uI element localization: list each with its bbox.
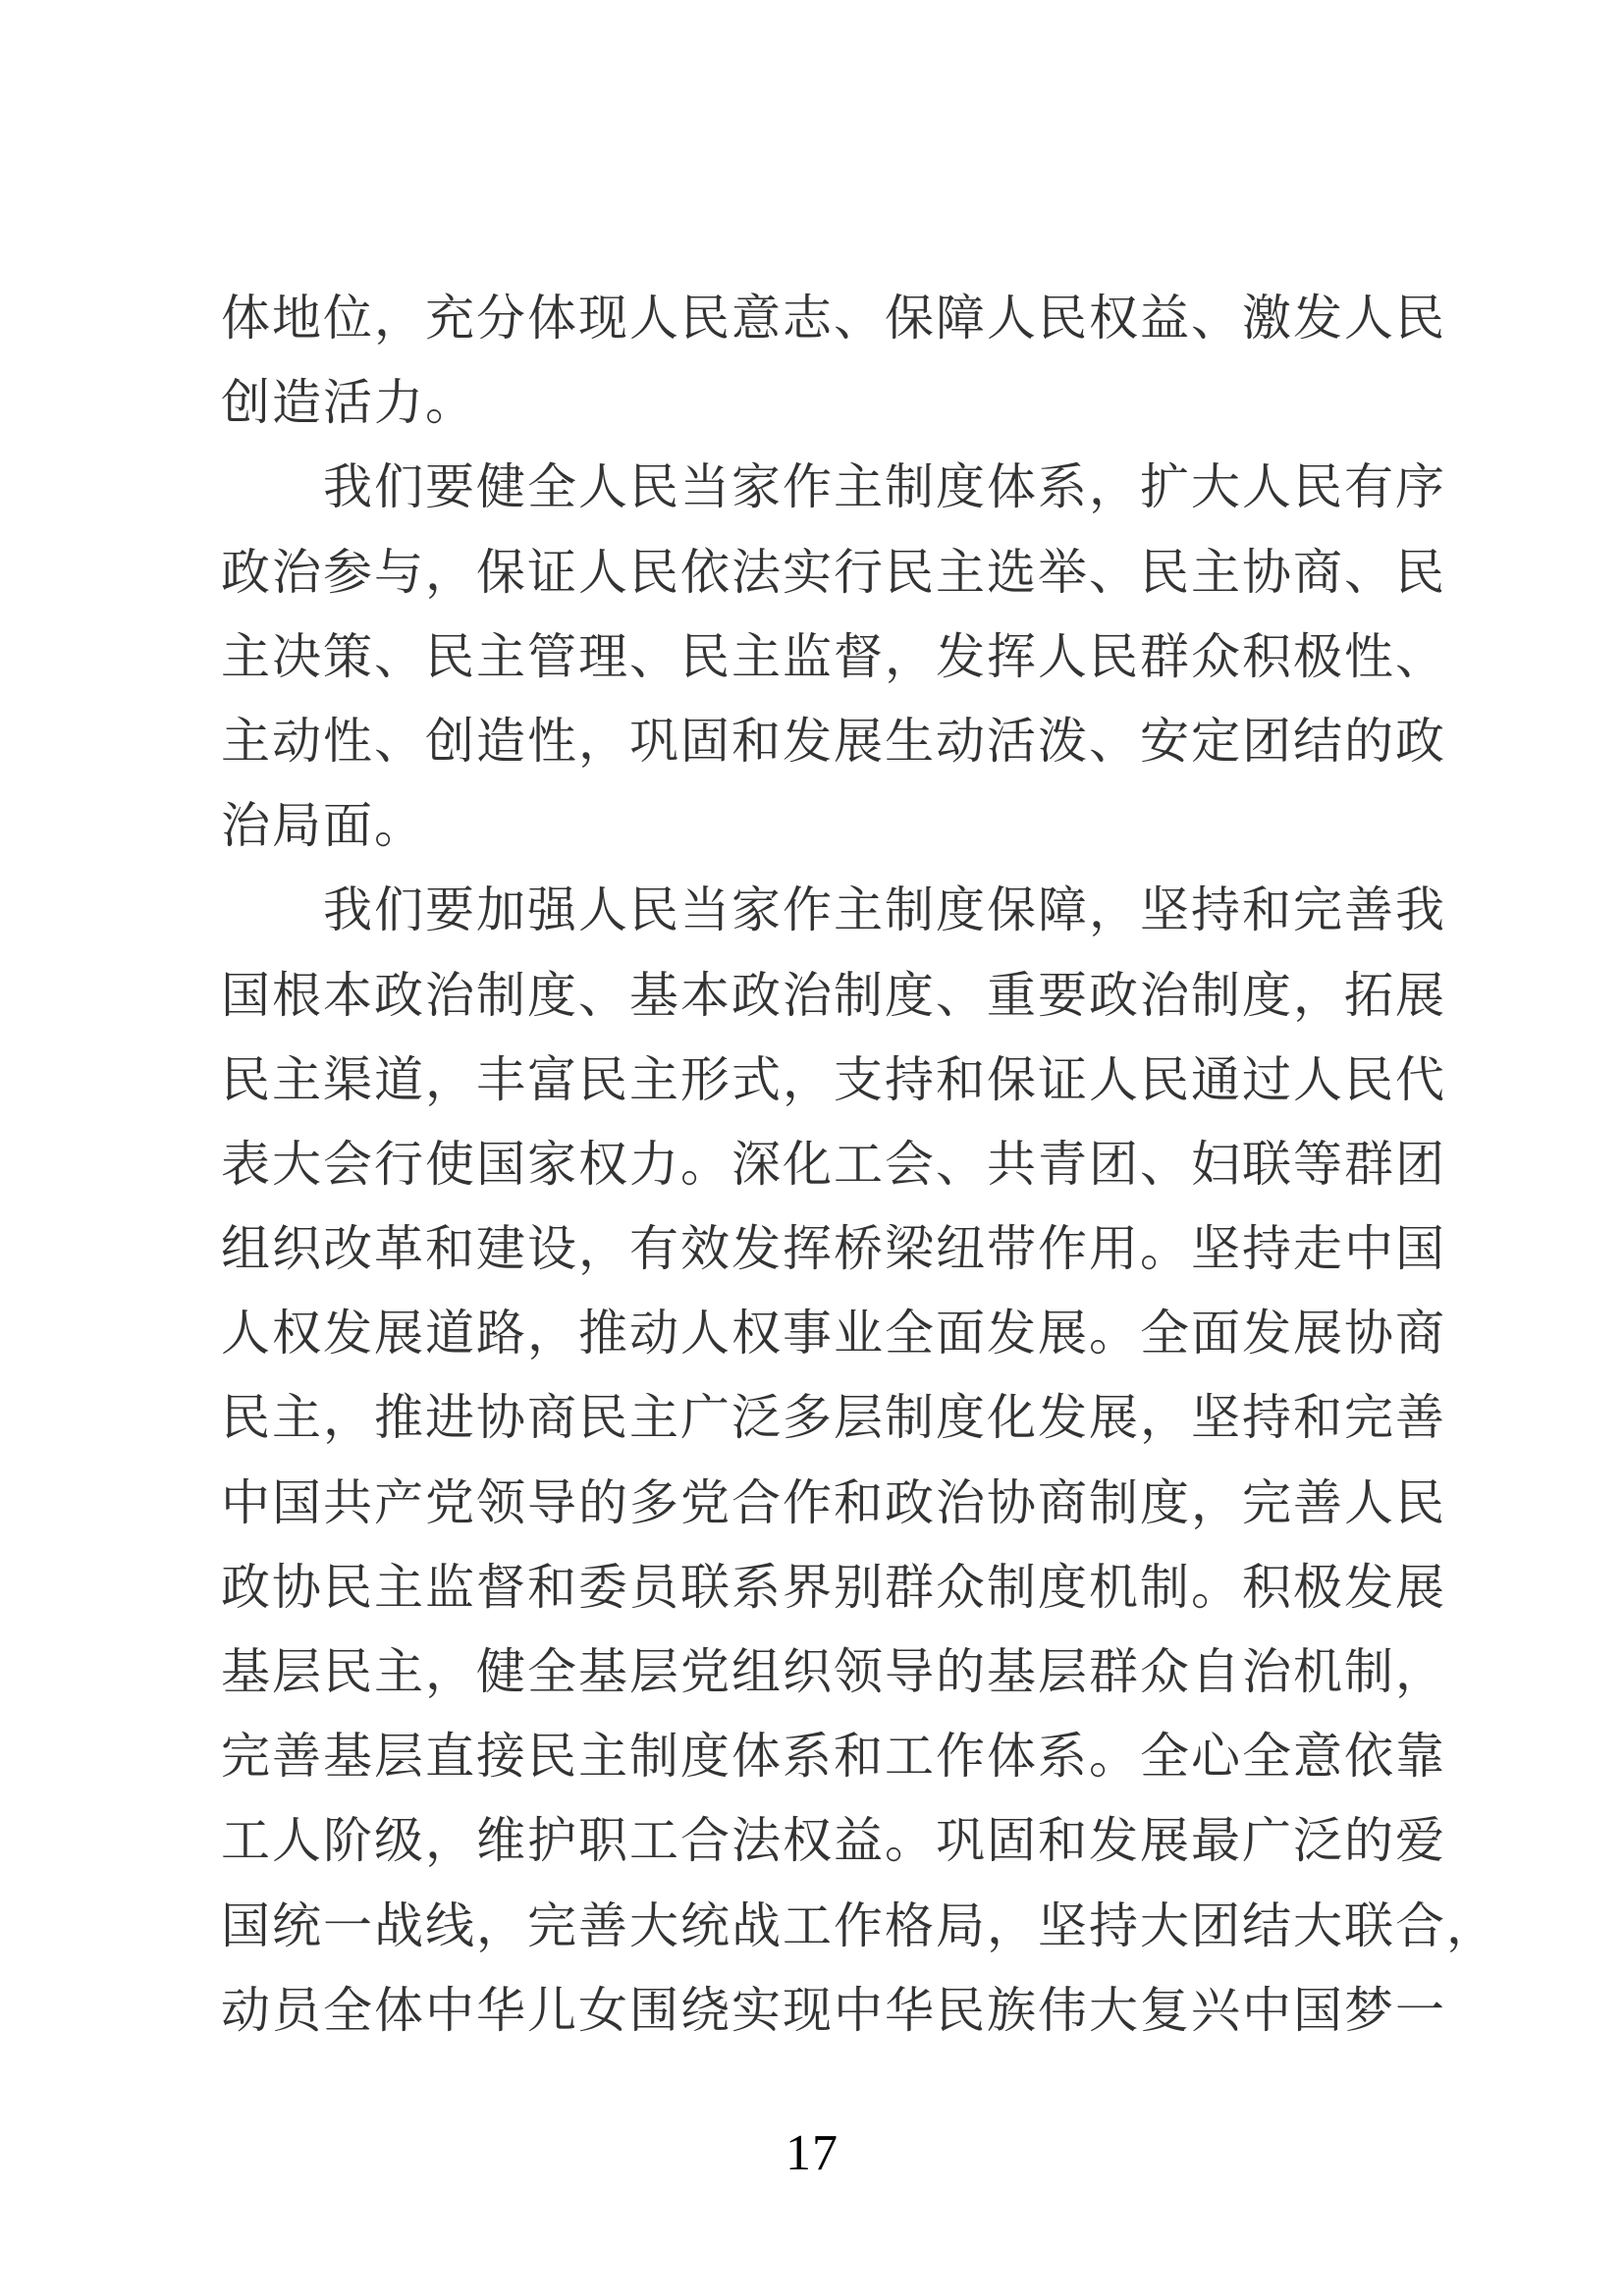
paragraph xyxy=(221,868,1497,2053)
text-line: 人权发展道路，推动人权事业全面发展。全面发展协商 xyxy=(221,1306,1446,1362)
paragraph xyxy=(221,445,1497,868)
text-line: 主动性、创造性，巩固和发展生动活泼、安定团结的政 xyxy=(221,713,1446,769)
text-line: 创造活力。 xyxy=(221,375,476,431)
text-line: 民主渠道，丰富民主形式，支持和保证人民通过人民代 xyxy=(221,1051,1446,1107)
text-line: 国统一战线，完善大统战工作格局，坚持大团结大联合， xyxy=(221,1897,1497,1953)
text-line: 体地位，充分体现人民意志、保障人民权益、激发人民 xyxy=(221,291,1446,346)
text-line: 工人阶级，维护职工合法权益。巩固和发展最广泛的爱 xyxy=(221,1813,1446,1869)
text-line: 政协民主监督和委员联系界别群众制度机制。积极发展 xyxy=(221,1559,1446,1615)
text-line: 完善基层直接民主制度体系和工作体系。全心全意依靠 xyxy=(221,1729,1446,1785)
text-line: 我们要加强人民当家作主制度保障，坚持和完善我 xyxy=(323,882,1446,938)
text-line: 国根本政治制度、基本政治制度、重要政治制度，拓展 xyxy=(221,967,1446,1023)
text-line: 我们要健全人民当家作主制度体系，扩大人民有序 xyxy=(323,459,1446,515)
text-line: 政治参与，保证人民依法实行民主选举、民主协商、民 xyxy=(221,544,1446,600)
body-text xyxy=(221,276,1497,2053)
page-number: 17 xyxy=(785,2125,839,2181)
text-line: 表大会行使国家权力。深化工会、共青团、妇联等群团 xyxy=(221,1136,1446,1192)
text-line: 动员全体中华儿女围绕实现中华民族伟大复兴中国梦一 xyxy=(221,1982,1446,2038)
text-line: 基层民主，健全基层党组织领导的基层群众自治机制， xyxy=(221,1644,1446,1699)
paragraph xyxy=(221,276,1497,445)
text-line: 中国共产党领导的多党合作和政治协商制度，完善人民 xyxy=(221,1474,1446,1530)
text-line: 治局面。 xyxy=(221,798,425,854)
text-line: 民主，推进协商民主广泛多层制度化发展，坚持和完善 xyxy=(221,1390,1446,1446)
text-line: 主决策、民主管理、民主监督，发挥人民群众积极性、 xyxy=(221,628,1446,684)
text-line: 组织改革和建设，有效发挥桥梁纽带作用。坚持走中国 xyxy=(221,1221,1446,1277)
